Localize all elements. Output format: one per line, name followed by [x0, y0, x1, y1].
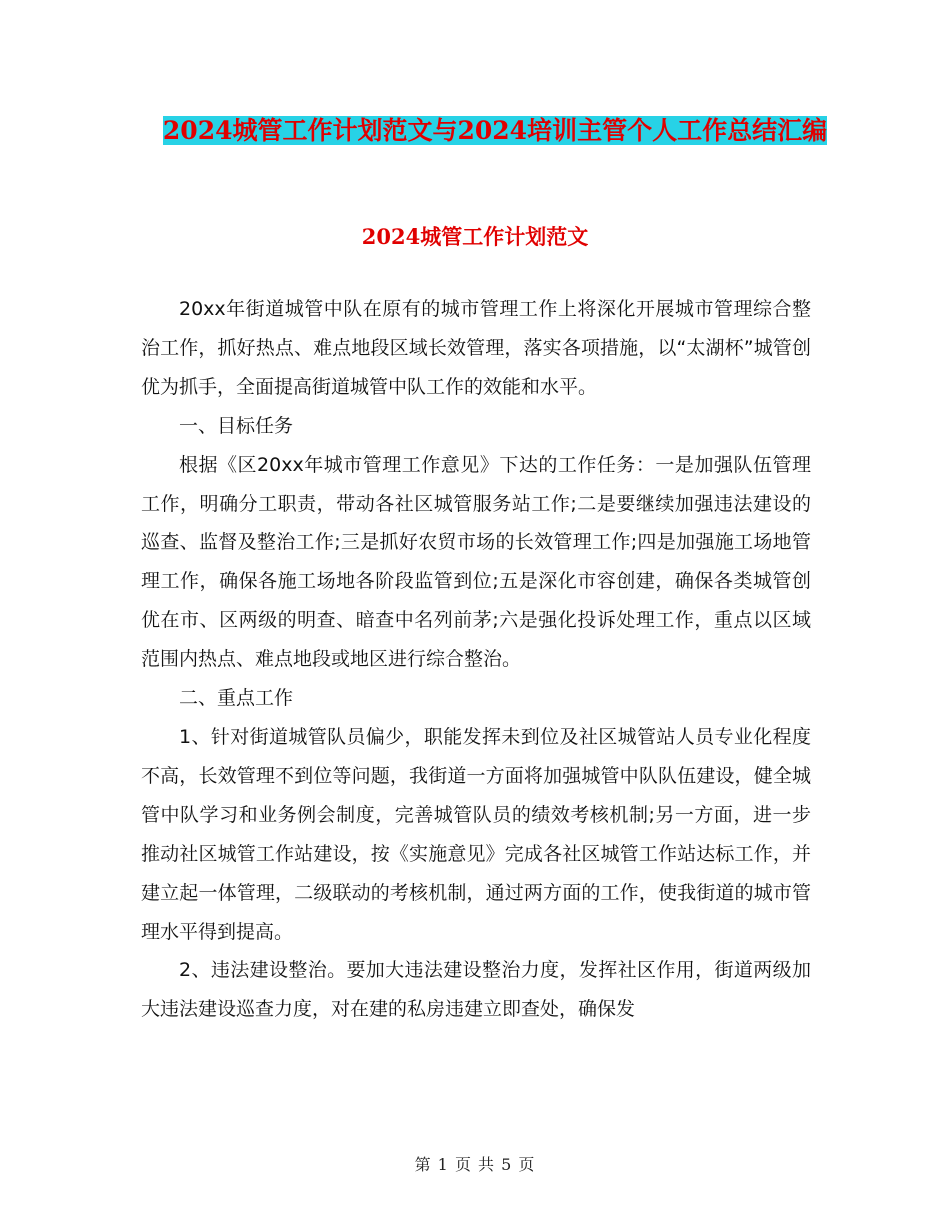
document-title: [140, 108, 850, 154]
paragraph-heading: 一、目标任务: [179, 414, 294, 437]
paragraph: 20xx年街道城管中队在原有的城市管理工作上将深化开展城市管理综合整治工作，抓好热点、难点地段区域长效管理，落实各项措施，以“太湖杯”城管创优为抓手，全面提高街道城管中队工作的效能和水平。: [141, 298, 811, 398]
paragraph: 2、违法建设整治。要加大违法建设整治力度，发挥社区作用，街道两级加大违法建设巡查力度，对在建的私房违建立即查处，确保发: [141, 959, 811, 1021]
document-body: [141, 290, 811, 1029]
document-title-text: 2024城管工作计划范文与2024培训主管个人工作总结汇编: [162, 116, 828, 145]
page-footer: 第 1 页 共 5 页: [414, 1155, 536, 1174]
section-title: 2024城管工作计划范文: [361, 224, 589, 249]
paragraph-heading: 二、重点工作: [179, 687, 294, 710]
paragraph: 1、针对街道城管队员偏少，职能发挥未到位及社区城管站人员专业化程度不高，长效管理不到位等问题，我街道一方面将加强城管中队队伍建设，健全城管中队学习和业务例会制度，完善城管队员的绩效考核机制;另一方面，进一步推动社区城管工作站建设，按《实施意见》完成各社区城管工作站达标工作，并建立起一体管理，二级联动的考核机制，通过两方面的工作，使我街道的城市管理水平得到提高。: [141, 725, 811, 943]
paragraph: 根据《区20xx年城市管理工作意见》下达的工作任务：一是加强队伍管理工作，明确分工职责，带动各社区城管服务站工作;二是要继续加强违法建设的巡查、监督及整治工作;三是抓好农贸市场的长效管理工作;四是加强施工场地管理工作，确保各施工场地各阶段监管到位;五是深化市容创建，确保各类城管创优在市、区两级的明查、暗查中名列前茅;六是强化投诉处理工作，重点以区域范围内热点、难点地段或地区进行综合整治。: [141, 453, 811, 671]
